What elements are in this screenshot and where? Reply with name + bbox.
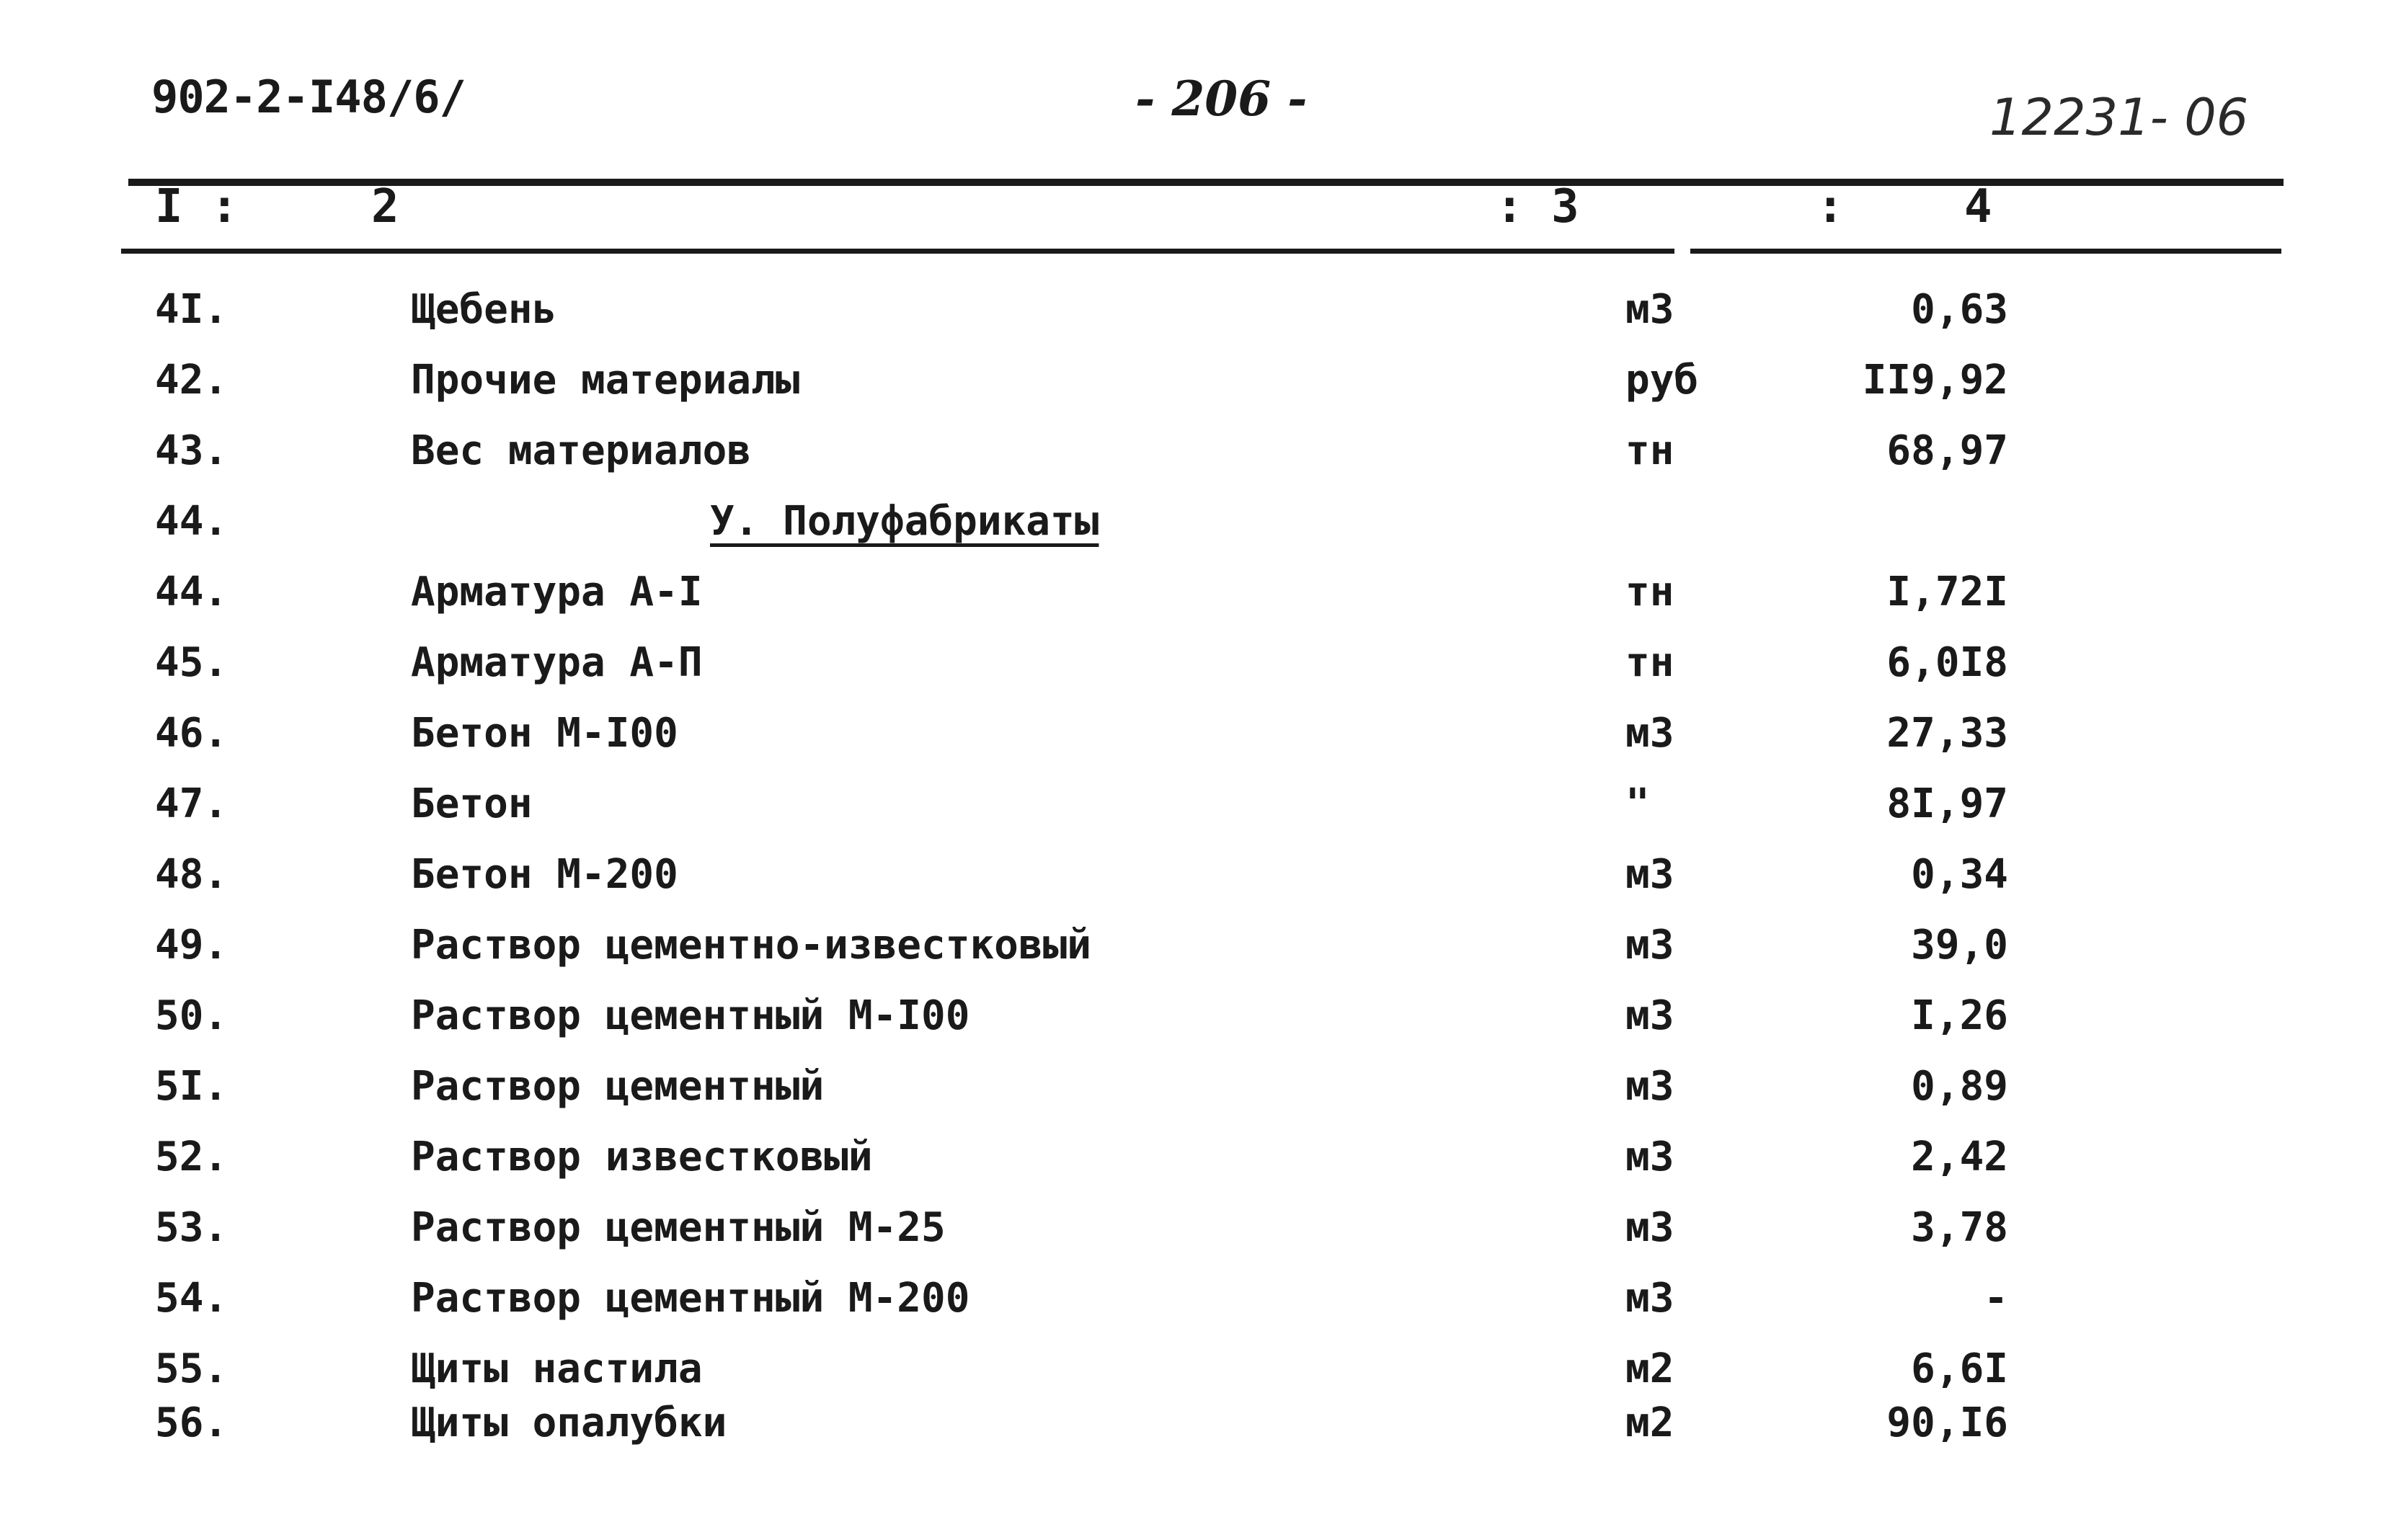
table-header-rule-right	[1690, 249, 2281, 254]
row-number: 45.	[155, 639, 228, 686]
material-name: Бетон	[411, 780, 533, 827]
unit-of-measure: м3	[1625, 710, 1674, 757]
unit-of-measure: "	[1625, 780, 1650, 827]
row-number: 52.	[155, 1134, 228, 1180]
section-heading: У. Полуфабрикаты	[710, 498, 1099, 545]
quantity-value: 39,0	[1911, 922, 2008, 969]
row-number: 4I.	[155, 286, 228, 333]
row-number: 46.	[155, 710, 228, 757]
quantity-value: 90,I6	[1886, 1399, 2008, 1446]
row-number: 43.	[155, 427, 228, 474]
material-name: Раствор цементный М-I00	[411, 992, 970, 1039]
material-name: Раствор известковый	[411, 1134, 873, 1180]
material-name: Щиты настила	[411, 1345, 703, 1392]
table-row	[0, 917, 2383, 974]
material-name: Раствор цементный	[411, 1063, 825, 1110]
quantity-value: II9,92	[1862, 357, 2008, 404]
table-row	[0, 634, 2383, 692]
quantity-value: -	[1984, 1275, 2008, 1322]
material-name: Раствор цементный М-200	[411, 1275, 970, 1322]
table-row	[0, 564, 2383, 621]
unit-of-measure: м3	[1625, 992, 1674, 1039]
unit-of-measure: тн	[1625, 569, 1674, 615]
row-number: 48.	[155, 851, 228, 898]
unit-of-measure: м3	[1625, 1204, 1674, 1251]
unit-of-measure: м3	[1625, 1063, 1674, 1110]
unit-of-measure: м3	[1625, 1134, 1674, 1180]
table-row	[0, 846, 2383, 904]
row-number: 42.	[155, 357, 228, 404]
quantity-value: 0,34	[1911, 851, 2008, 898]
table-header-rule-left	[121, 249, 1674, 254]
unit-of-measure: руб	[1625, 357, 1699, 404]
quantity-value: I,26	[1911, 992, 2008, 1039]
unit-of-measure: м3	[1625, 1275, 1674, 1322]
table-row	[0, 352, 2383, 409]
material-name: Раствор цементный М-25	[411, 1204, 946, 1251]
table-row	[0, 1199, 2383, 1257]
quantity-value: 27,33	[1886, 710, 2008, 757]
column-header-1: I :	[155, 180, 239, 233]
column-header-2: 2	[371, 180, 399, 233]
column-header-4: 4	[1964, 180, 1992, 233]
page-number: - 206 -	[1135, 71, 1308, 127]
table-row	[0, 705, 2383, 762]
material-name: Бетон М-I00	[411, 710, 678, 757]
table-row	[0, 281, 2383, 339]
table-row	[0, 775, 2383, 833]
quantity-value: 0,89	[1911, 1063, 2008, 1110]
material-name: Раствор цементно-известковый	[411, 922, 1092, 969]
unit-of-measure: м2	[1625, 1345, 1674, 1392]
unit-of-measure: м2	[1625, 1399, 1674, 1446]
quantity-value: I,72I	[1886, 569, 2008, 615]
quantity-value: 3,78	[1911, 1204, 2008, 1251]
quantity-value: 68,97	[1886, 427, 2008, 474]
unit-of-measure: м3	[1625, 851, 1674, 898]
table-row	[0, 987, 2383, 1045]
material-name: Щебень	[411, 286, 557, 333]
row-number: 5I.	[155, 1063, 228, 1110]
material-name: Арматура А-П	[411, 639, 703, 686]
row-number: 44.	[155, 569, 228, 615]
table-row	[0, 1340, 2383, 1398]
row-number: 56.	[155, 1399, 228, 1446]
unit-of-measure: м3	[1625, 922, 1674, 969]
table-row	[0, 422, 2383, 480]
material-name: Бетон М-200	[411, 851, 678, 898]
row-number: 49.	[155, 922, 228, 969]
table-row	[0, 1058, 2383, 1116]
quantity-value: 2,42	[1911, 1134, 2008, 1180]
row-number: 53.	[155, 1204, 228, 1251]
row-number: 50.	[155, 992, 228, 1039]
quantity-value: 0,63	[1911, 286, 2008, 333]
material-name: Вес материалов	[411, 427, 752, 474]
quantity-value: 6,6I	[1911, 1345, 2008, 1392]
document-code: 902-2-I48/6/	[151, 71, 466, 123]
row-number: 55.	[155, 1345, 228, 1392]
section-row	[0, 493, 2383, 551]
row-number: 54.	[155, 1275, 228, 1322]
column-header-separator: :	[1816, 180, 1845, 233]
column-header-3: : 3	[1496, 180, 1579, 233]
material-name: Арматура А-I	[411, 569, 703, 615]
material-name: Прочие материалы	[411, 357, 800, 404]
quantity-value: 8I,97	[1886, 780, 2008, 827]
unit-of-measure: тн	[1625, 639, 1674, 686]
quantity-value: 6,0I8	[1886, 639, 2008, 686]
row-number: 47.	[155, 780, 228, 827]
table-top-rule	[128, 179, 2284, 186]
inventory-number: 12231- 06	[1989, 88, 2249, 147]
table-row	[0, 1129, 2383, 1186]
material-name: Щиты опалубки	[411, 1399, 727, 1446]
table-row	[0, 1270, 2383, 1327]
table-row	[0, 1394, 2383, 1452]
unit-of-measure: м3	[1625, 286, 1674, 333]
unit-of-measure: тн	[1625, 427, 1674, 474]
row-number: 44.	[155, 498, 228, 545]
